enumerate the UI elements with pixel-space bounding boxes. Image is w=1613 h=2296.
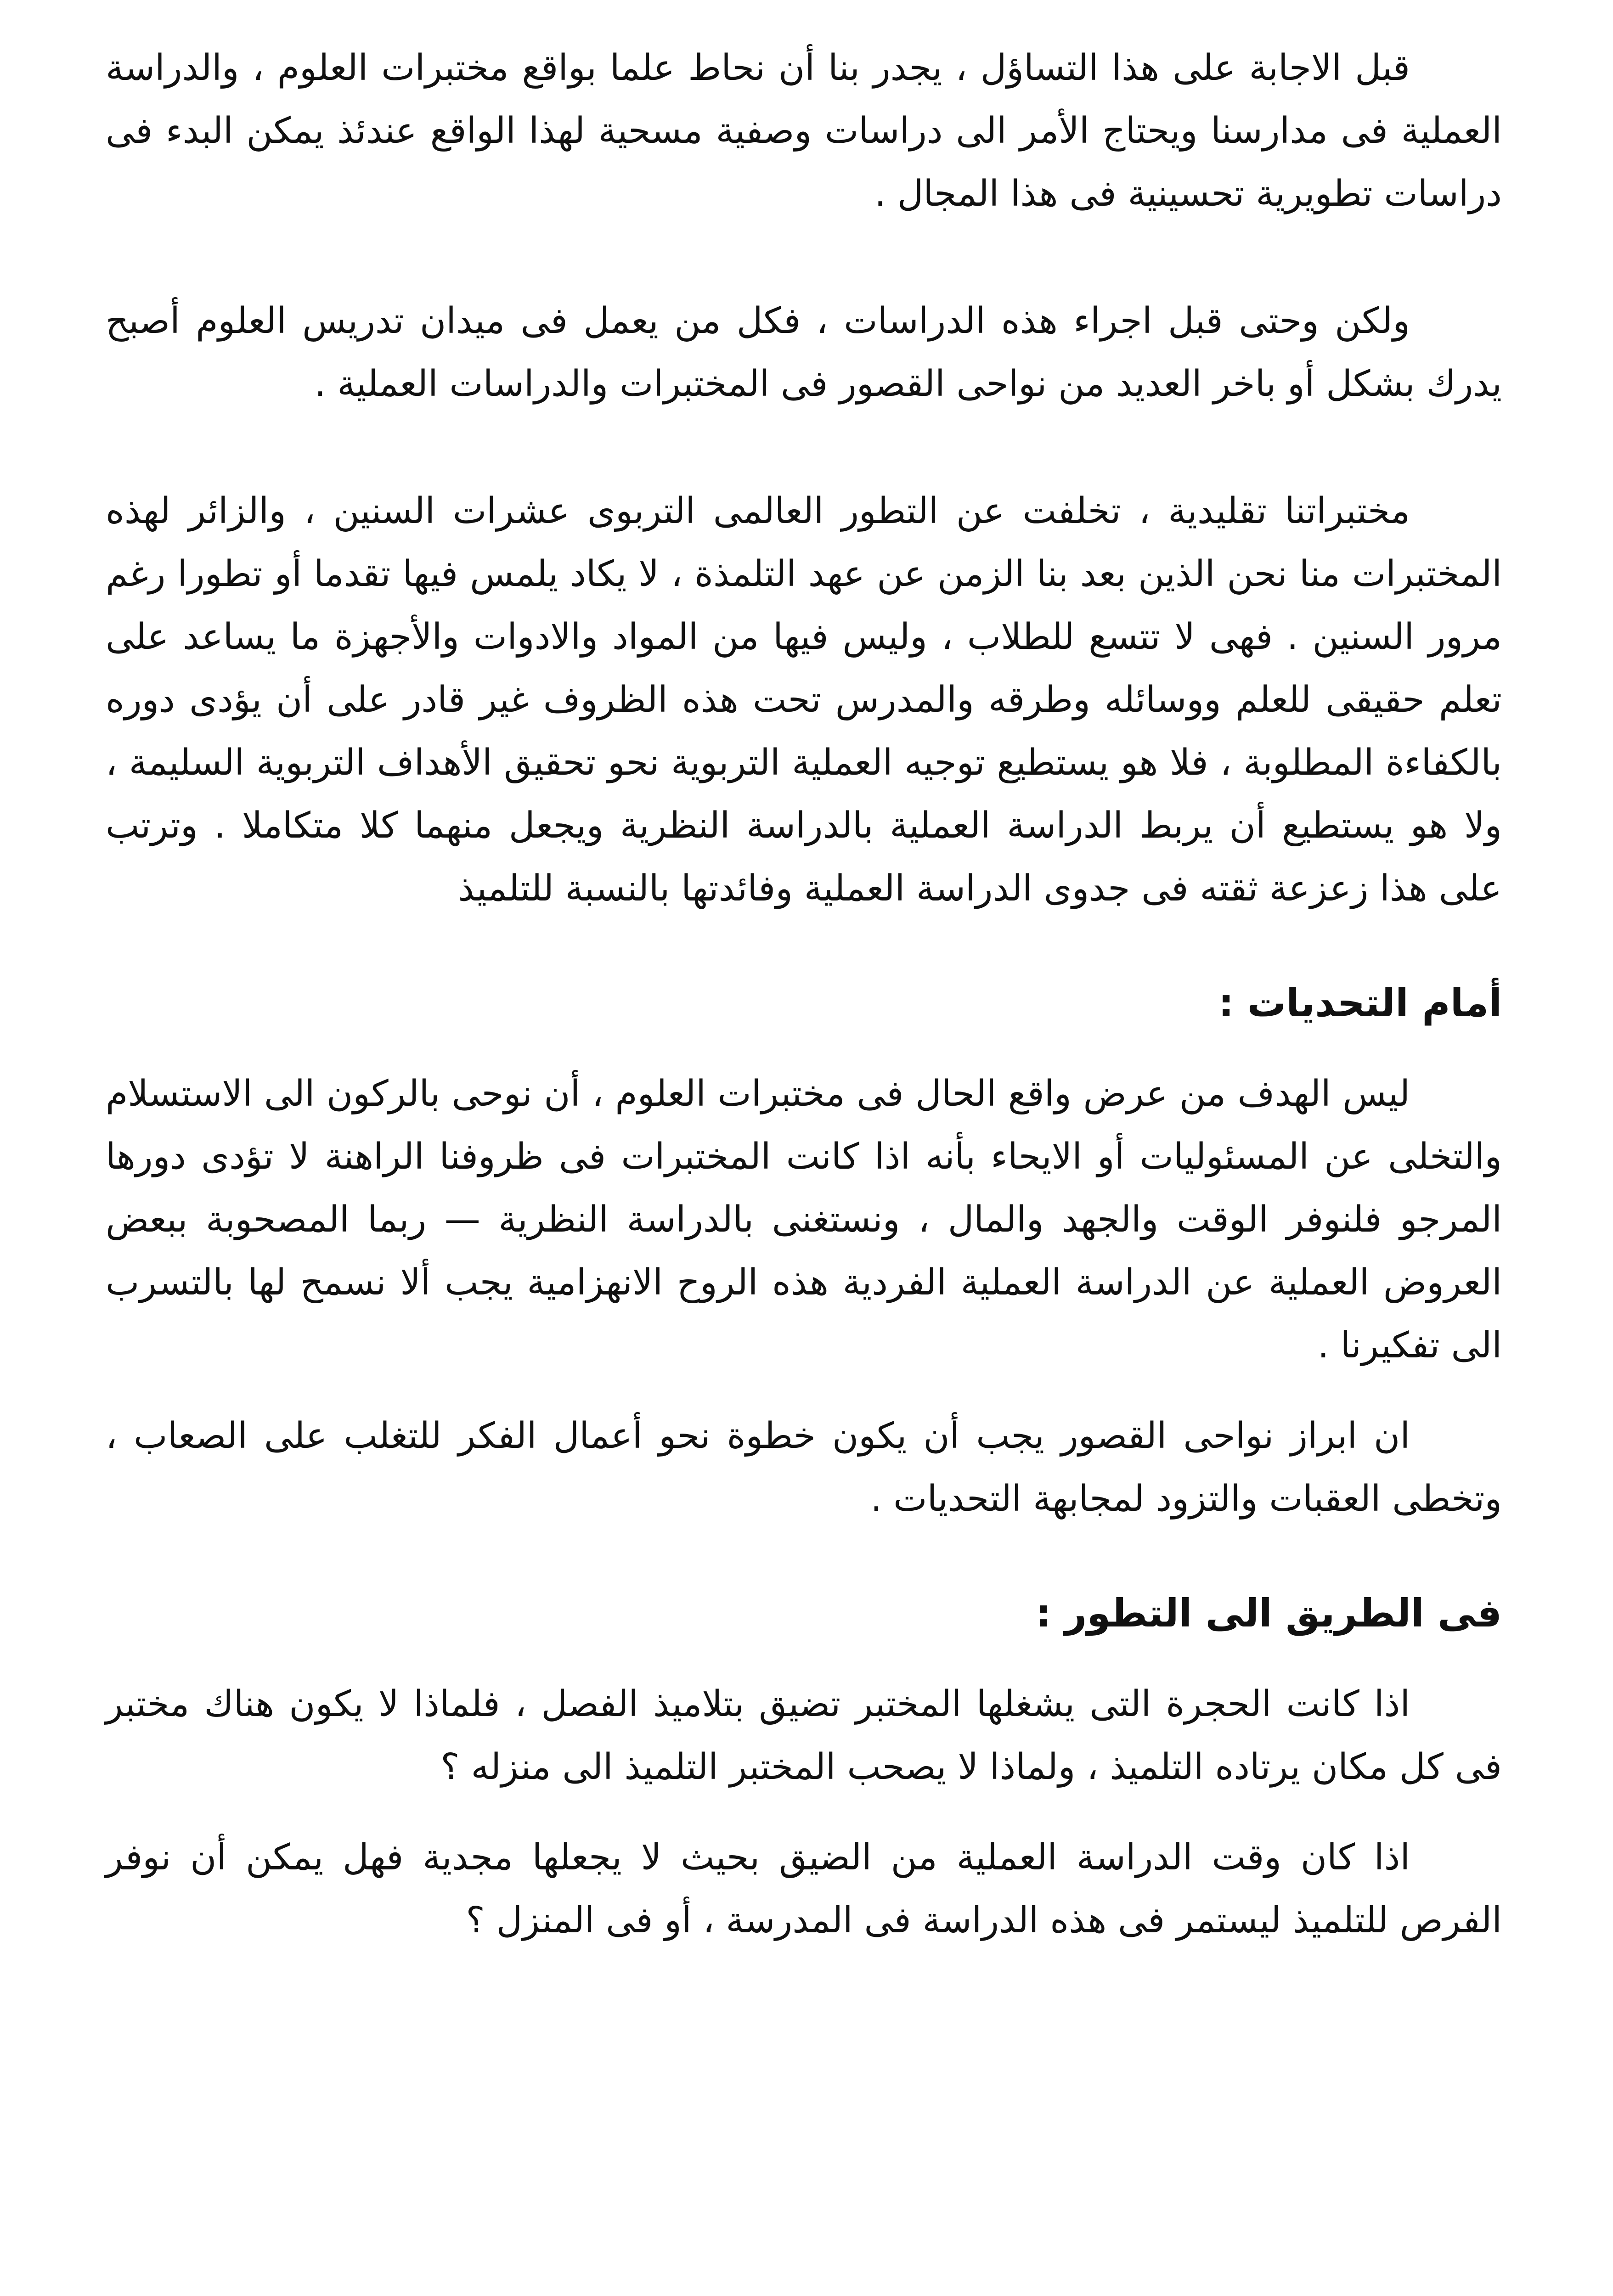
paragraph-traditional-labs: مختبراتنا تقليدية ، تخلفت عن التطور العالمى التربوى عشرات السنين ، والزائر لهذه المختبرات منا نحن الذين بعد بنا الزمن عن عهد التلمذة ، لا يكاد يلمس فيها تقدما أو تطورا رغم مرور السنين . فهى لا تتسع للطلاب ، وليس فيها من المواد والادوات والأجهزة ما يساعد على تعلم حقيقى للعلم ووسائله وطرقه والمدرس تحت هذه الظروف غير قادر على أن يؤدى دوره بالكفاءة المطلوبة ، فلا هو يستطيع توجيه العملية التربوية نحو تحقيق الأهداف التربوية السليمة ، ولا هو يستطيع أن يربط الدراسة العملية بالدراسة النظرية ويجعل منهما كلا متكاملا . وترتب على هذا زعزعة ثقته فى جدوى الدراسة العملية وفائدتها بالنسبة للتلميذ — [106, 490, 1502, 909]
paragraph-highlight-shortcomings: ان ابراز نواحى القصور يجب أن يكون خطوة نحو أعمال الفكر للتغلب على الصعاب ، وتخطى العقبات والتزود لمجابهة التحديات . — [106, 1415, 1502, 1519]
paragraph-goal: ليس الهدف من عرض واقع الحال فى مختبرات العلوم ، أن نوحى بالركون الى الاستسلام والتخلى عن المسئوليات أو الايحاء بأنه اذا كانت المختبرات فى ظروفنا الراهنة لا تؤدى دورها المرجو فلنوفر الوقت والجهد والمال ، ونستغنى بالدراسة النظرية — ربما المصحوبة ببعض العروض العملية عن الدراسة العملية الفردية هذه الروح الانهزامية يجب ألا نسمح لها بالتسرب الى تفكيرنا . — [106, 1073, 1502, 1366]
document-page — [106, 37, 1502, 2296]
paragraph-intro: قبل الاجابة على هذا التساؤل ، يجدر بنا أن نحاط علما بواقع مختبرات العلوم ، والدراسة العملية فى مدارسنا ويحتاج الأمر الى دراسات وصفية مسحية لهذا الواقع عندئذ يمكن البدء فى دراسات تطويرية تحسينية فى هذا المجال . — [106, 47, 1502, 214]
paragraph-gap — [106, 416, 1502, 480]
paragraph-shortcomings: ولكن وحتى قبل اجراء هذه الدراسات ، فكل من يعمل فى ميدان تدريس العلوم أصبح يدرك بشكل أو باخر العديد من نواحى القصور فى المختبرات والدراسات العملية . — [106, 300, 1502, 405]
paragraph-time-question: اذا كان وقت الدراسة العملية من الضيق بحيث لا يجعلها مجدية فهل يمكن أن نوفر الفرص للتلميذ ليستمر فى هذه الدراسة فى المدرسة ، أو فى المنزل ؟ — [106, 1837, 1502, 1941]
paragraph-gap — [106, 1035, 1502, 1063]
paragraph-room-question: اذا كانت الحجرة التى يشغلها المختبر تضيق بتلاميذ الفصل ، فلماذا لا يكون هناك مختبر فى كل مكان يرتاده التلميذ ، ولماذا لا يصحب المختبر التلميذ الى منزله ؟ — [106, 1683, 1502, 1788]
heading-road-to-development: فى الطريق الى التطور : — [1035, 1591, 1502, 1636]
heading-challenges: أمام التحديات : — [1218, 980, 1502, 1025]
paragraph-gap — [106, 1377, 1502, 1405]
paragraph-gap — [106, 1799, 1502, 1826]
paragraph-gap — [106, 1531, 1502, 1581]
paragraph-gap — [106, 920, 1502, 971]
paragraph-gap — [106, 1645, 1502, 1673]
paragraph-gap — [106, 225, 1502, 290]
